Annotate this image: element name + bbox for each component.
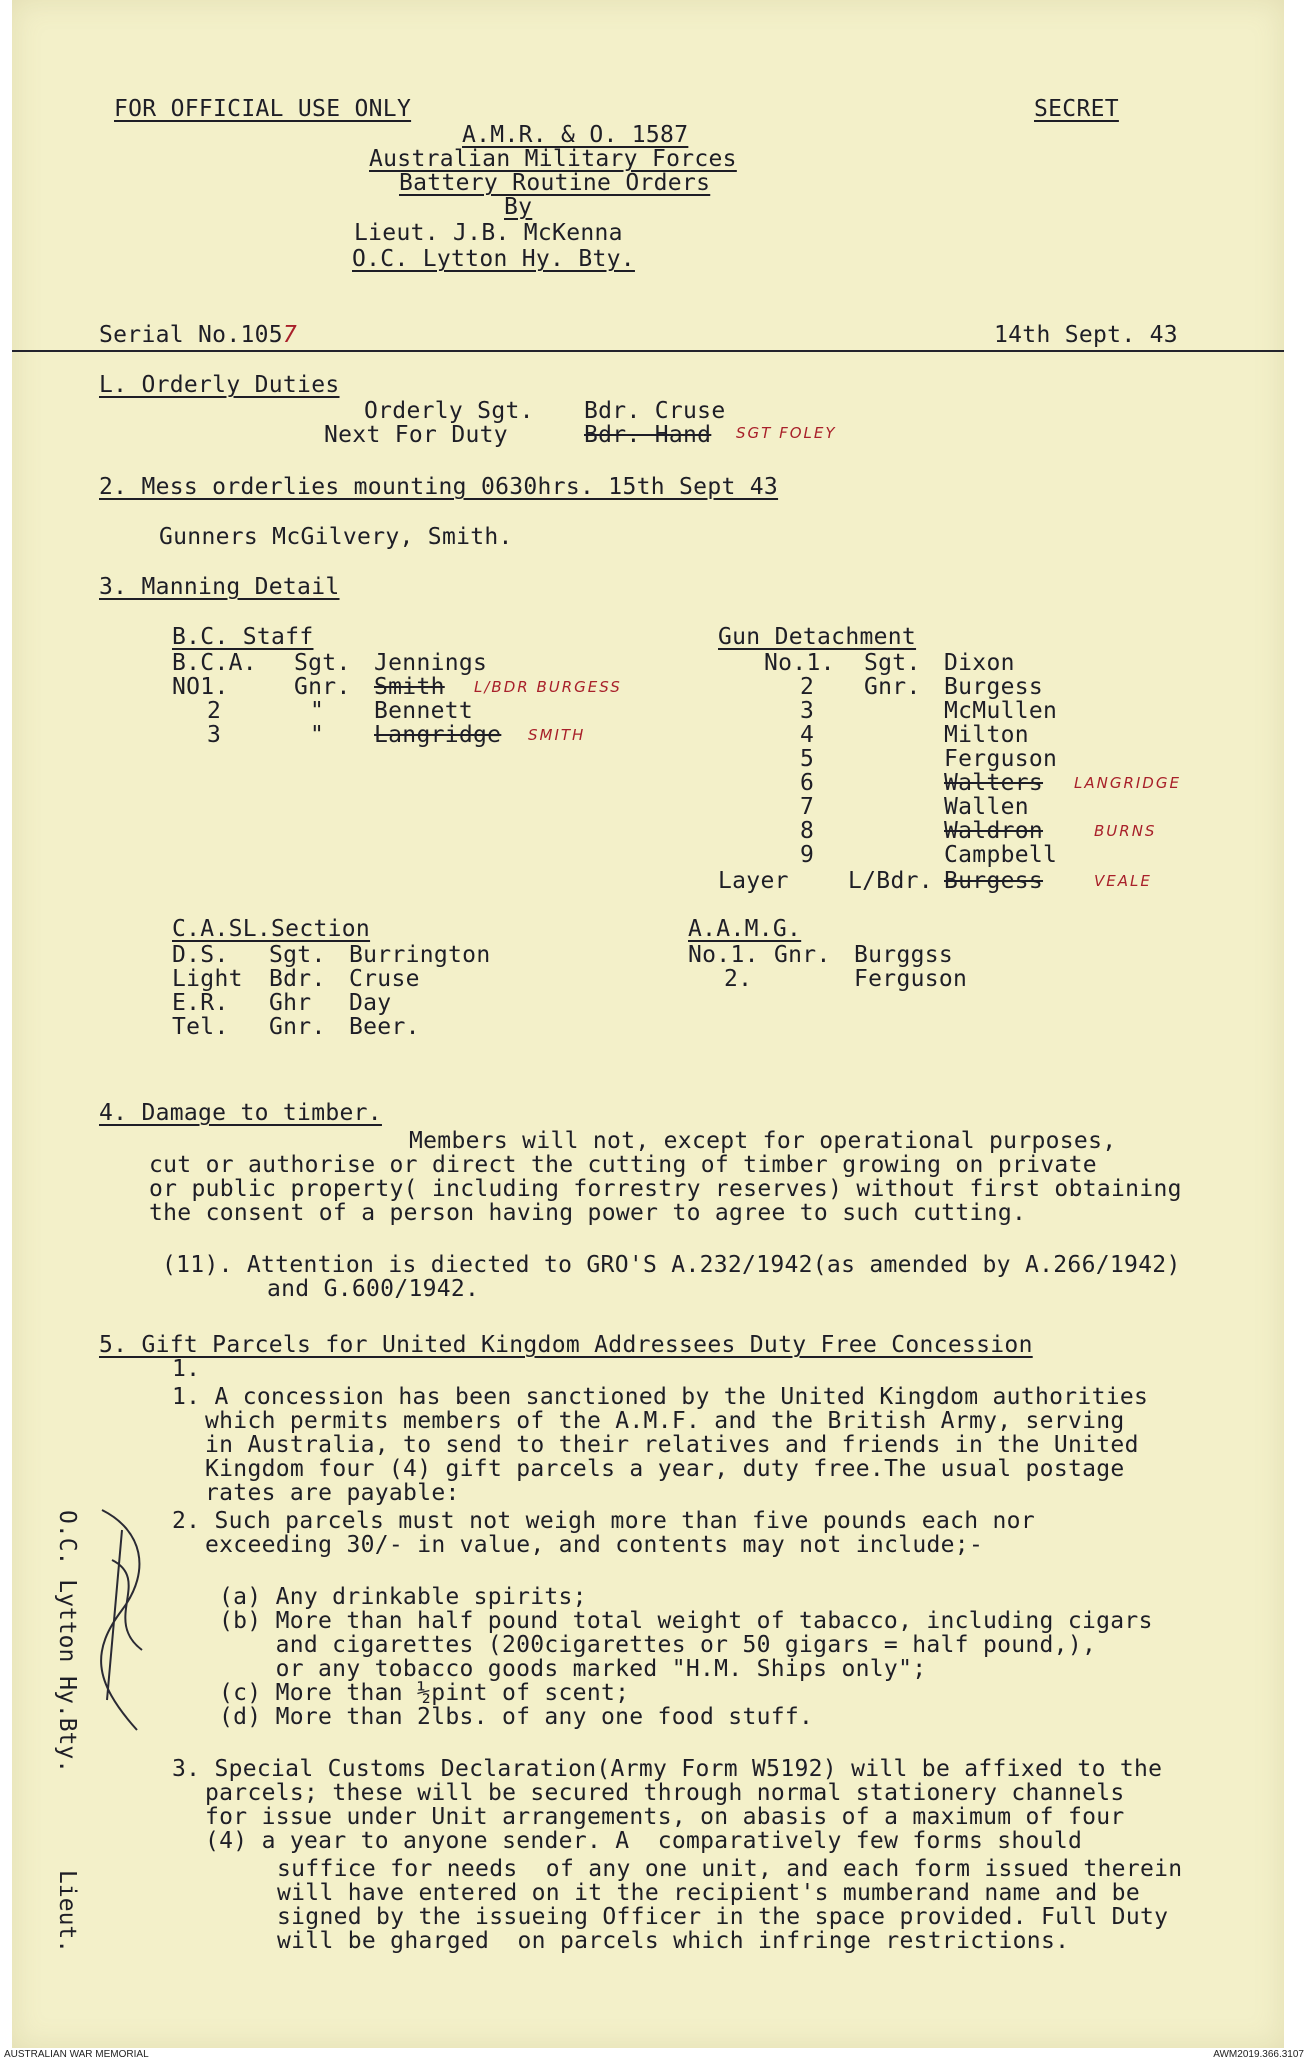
- timber-line-4: the consent of a person having power to agree to such cutting.: [149, 1200, 1027, 1226]
- p3-line-2: parcels; these will be secured through normal stationery channels: [205, 1780, 1125, 1806]
- header-line-2: Battery Routine Orders: [399, 170, 711, 196]
- section-1-title: L. Orderly Duties: [99, 372, 340, 398]
- timber-attention-2: and G.600/1942.: [267, 1276, 480, 1302]
- next-duty-handwritten: SGT FOLEY: [736, 424, 837, 442]
- timber-line-2: cut or authorise or direct the cutting of timber growing on private: [149, 1152, 1097, 1178]
- item-b-3: or any tobacco goods marked "H.M. Ships only";: [219, 1656, 927, 1682]
- header-line-4: Lieut. J.B. McKenna: [354, 220, 623, 246]
- item-b-2: and cigarettes (200cigarettes or 50 gigars = half pound,),: [219, 1632, 1097, 1658]
- p3-line-1: 3. Special Customs Declaration(Army Form W5192) will be affixed to the: [172, 1756, 1163, 1782]
- orderly-sgt-label: Orderly Sgt.: [364, 398, 534, 424]
- item-b-1: (b) More than half pound total weight of tabacco, including cigars: [219, 1608, 1153, 1634]
- p1-line-2: which permits members of the A.M.F. and the British Army, serving: [205, 1408, 1125, 1434]
- section-5-sub: 1.: [172, 1356, 201, 1382]
- item-a: (a) Any drinkable spirits;: [219, 1584, 587, 1610]
- header-line-1: Australian Military Forces: [369, 146, 737, 172]
- next-duty-struck: Bdr. Hand: [584, 422, 712, 448]
- p3b-line-1: suffice for needs of any one unit, and each form issued therein: [277, 1856, 1183, 1882]
- mess-orderlies: Gunners McGilvery, Smith.: [159, 524, 513, 550]
- section-4-title: 4. Damage to timber.: [99, 1100, 382, 1126]
- p3b-line-3: signed by the issueing Officer in the space provided. Full Duty: [277, 1904, 1169, 1930]
- official-use-label: FOR OFFICIAL USE ONLY: [114, 96, 412, 122]
- aamg-title: A.A.M.G.: [688, 916, 802, 942]
- timber-attention-1: (11). Attention is diected to GRO'S A.232/1942(as amended by A.266/1942): [162, 1252, 1181, 1278]
- secret-label: SECRET: [1034, 96, 1119, 122]
- timber-line-3: or public property( including forrestry reserves) without first obtaining: [149, 1176, 1182, 1202]
- p2-line-2: exceeding 30/- in value, and contents may not include;-: [205, 1532, 984, 1558]
- p1-line-1: 1. A concession has been sanctioned by the United Kingdom authorities: [172, 1384, 1149, 1410]
- bc-staff-title: B.C. Staff: [172, 624, 314, 650]
- p1-line-5: rates are payable:: [205, 1480, 460, 1506]
- p1-line-4: Kingdom four (4) gift parcels a year, duty free.The usual postage: [205, 1456, 1125, 1482]
- order-date: 14th Sept. 43: [994, 322, 1178, 348]
- header-line-3: By: [504, 194, 533, 220]
- section-5-title: 5. Gift Parcels for United Kingdom Addressees Duty Free Concession: [99, 1332, 1033, 1358]
- casl-section-title: C.A.SL.Section: [172, 916, 371, 942]
- header-divider: [12, 350, 1284, 352]
- orderly-sgt-value: Bdr. Cruse: [584, 398, 726, 424]
- section-3-title: 3. Manning Detail: [99, 574, 340, 600]
- p3b-line-4: will be gharged on parcels which infringe restrictions.: [277, 1928, 1070, 1954]
- p3b-line-2: will have entered on it the recipient's mumberand name and be: [277, 1880, 1140, 1906]
- signature-block: O.C. Lytton Hy.Bty. Lieut.: [54, 1510, 80, 1954]
- footer: [0, 2048, 1308, 2061]
- signature-scribble: [82, 1500, 162, 1750]
- p3-line-4: (4) a year to anyone sender. A comparatively few forms should: [205, 1828, 1083, 1854]
- document-reference: A.M.R. & O. 1587: [462, 122, 689, 148]
- section-2-title: 2. Mess orderlies mounting 0630hrs. 15th Sept 43: [99, 474, 779, 500]
- gun-detachment-title: Gun Detachment: [718, 624, 917, 650]
- timber-line-1: Members will not, except for operational purposes,: [409, 1128, 1117, 1154]
- item-d: (d) More than 2lbs. of any one food stuff.: [219, 1704, 814, 1730]
- footer-accession: AWM2019.366.3107: [1213, 2049, 1304, 2060]
- p3-line-3: for issue under Unit arrangements, on abasis of a maximum of four: [205, 1804, 1125, 1830]
- item-c: (c) More than ½pint of scent;: [219, 1680, 630, 1706]
- document-page: FOR OFFICIAL USE ONLY SECRET A.M.R. & O. 1587 Australian Military Forces Battery Routine Orders By Lieut. J.B. McKenna O.C. Lytton Hy. Bty. Serial No.1057 14th Sept. 43 L. Orderly Duties Orderly Sgt. Bdr. Cruse Next For Duty Bdr. Hand SGT FOLEY 2. Mess orderlies mounting 0630hrs. 15th Sept 43 Gunners McGilvery, Smith. 3. Manning Detail B.C. Staff B.C.A. Sgt. Jennings NO1. Gnr. Smith L/BDR BURGESS 2 " Bennett 3 " Langridge SMITH Gun Detachment No.1. Sgt. Dixon 2 Gnr. Burgess 3 McMullen 4 Milton 5 Ferguson 6 Walters LANGRIDGE 7 Wallen 8 Waldron BURNS 9 Campbell Layer L/Bdr. Burgess VEALE C.A.SL.Section D.S. Sgt. Burrington Light Bdr. Cruse E.R. Ghr Day Tel. Gnr. Beer. A.A.M.G. No.1. Gnr. Burggss 2. Ferguson 4. Damage to timber. Members will not, except for operational purposes, cut or authorise or direct the cutting of timber growing on private or public property( including forrestry reserves) without first obtaining the consent of a person having power to agree to such cutting. (11). Attention is diected to GRO'S A.232/1942(as amended by A.266/1942) and G.600/1942. 5. Gift Parcels for United Kingdom Addressees Duty Free Concession 1. 1. A concession has been sanctioned by the United Kingdom authorities which permits members of the A.M.F. and the British Army, serving in Australia, to send to their relatives and friends in the United Kingdom four (4) gift parcels a year, duty free.The usual postage rates are payable: 2. Such parcels must not weigh more than five pounds each nor exceeding 30/- in value, and contents may not include;- (a) Any drinkable spirits; (b) More than half pound total weight of tabacco, including cigars and cigarettes (200cigarettes or 50 gigars = half pound,), or any tobacco goods marked "H.M. Ships only"; (c) More than ½pint of scent; (d) More than 2lbs. of any one food stuff. 3. Special Customs Declaration(Army Form W5192) will be affixed to the parcels; these will be secured through normal stationery channels for issue under Unit arrangements, on abasis of a maximum of four (4) a year to anyone sender. A comparatively few forms should suffice for needs of any one unit, and each form issued therein will have entered on it the recipient's mumberand name and be signed by the issueing Officer in the space provided. Full Duty will be gharged on parcels which infringe restrictions. O.C. Lytton Hy.Bty. Lieut.: [12, 0, 1284, 2048]
- serial-number: Serial No.1057: [99, 322, 298, 348]
- footer-source: AUSTRALIAN WAR MEMORIAL: [4, 2049, 149, 2060]
- p1-line-3: in Australia, to send to their relatives and friends in the United: [205, 1432, 1139, 1458]
- p2-line-1: 2. Such parcels must not weigh more than five pounds each nor: [172, 1508, 1035, 1534]
- next-duty-label: Next For Duty: [324, 422, 508, 448]
- header-line-5: O.C. Lytton Hy. Bty.: [352, 246, 635, 272]
